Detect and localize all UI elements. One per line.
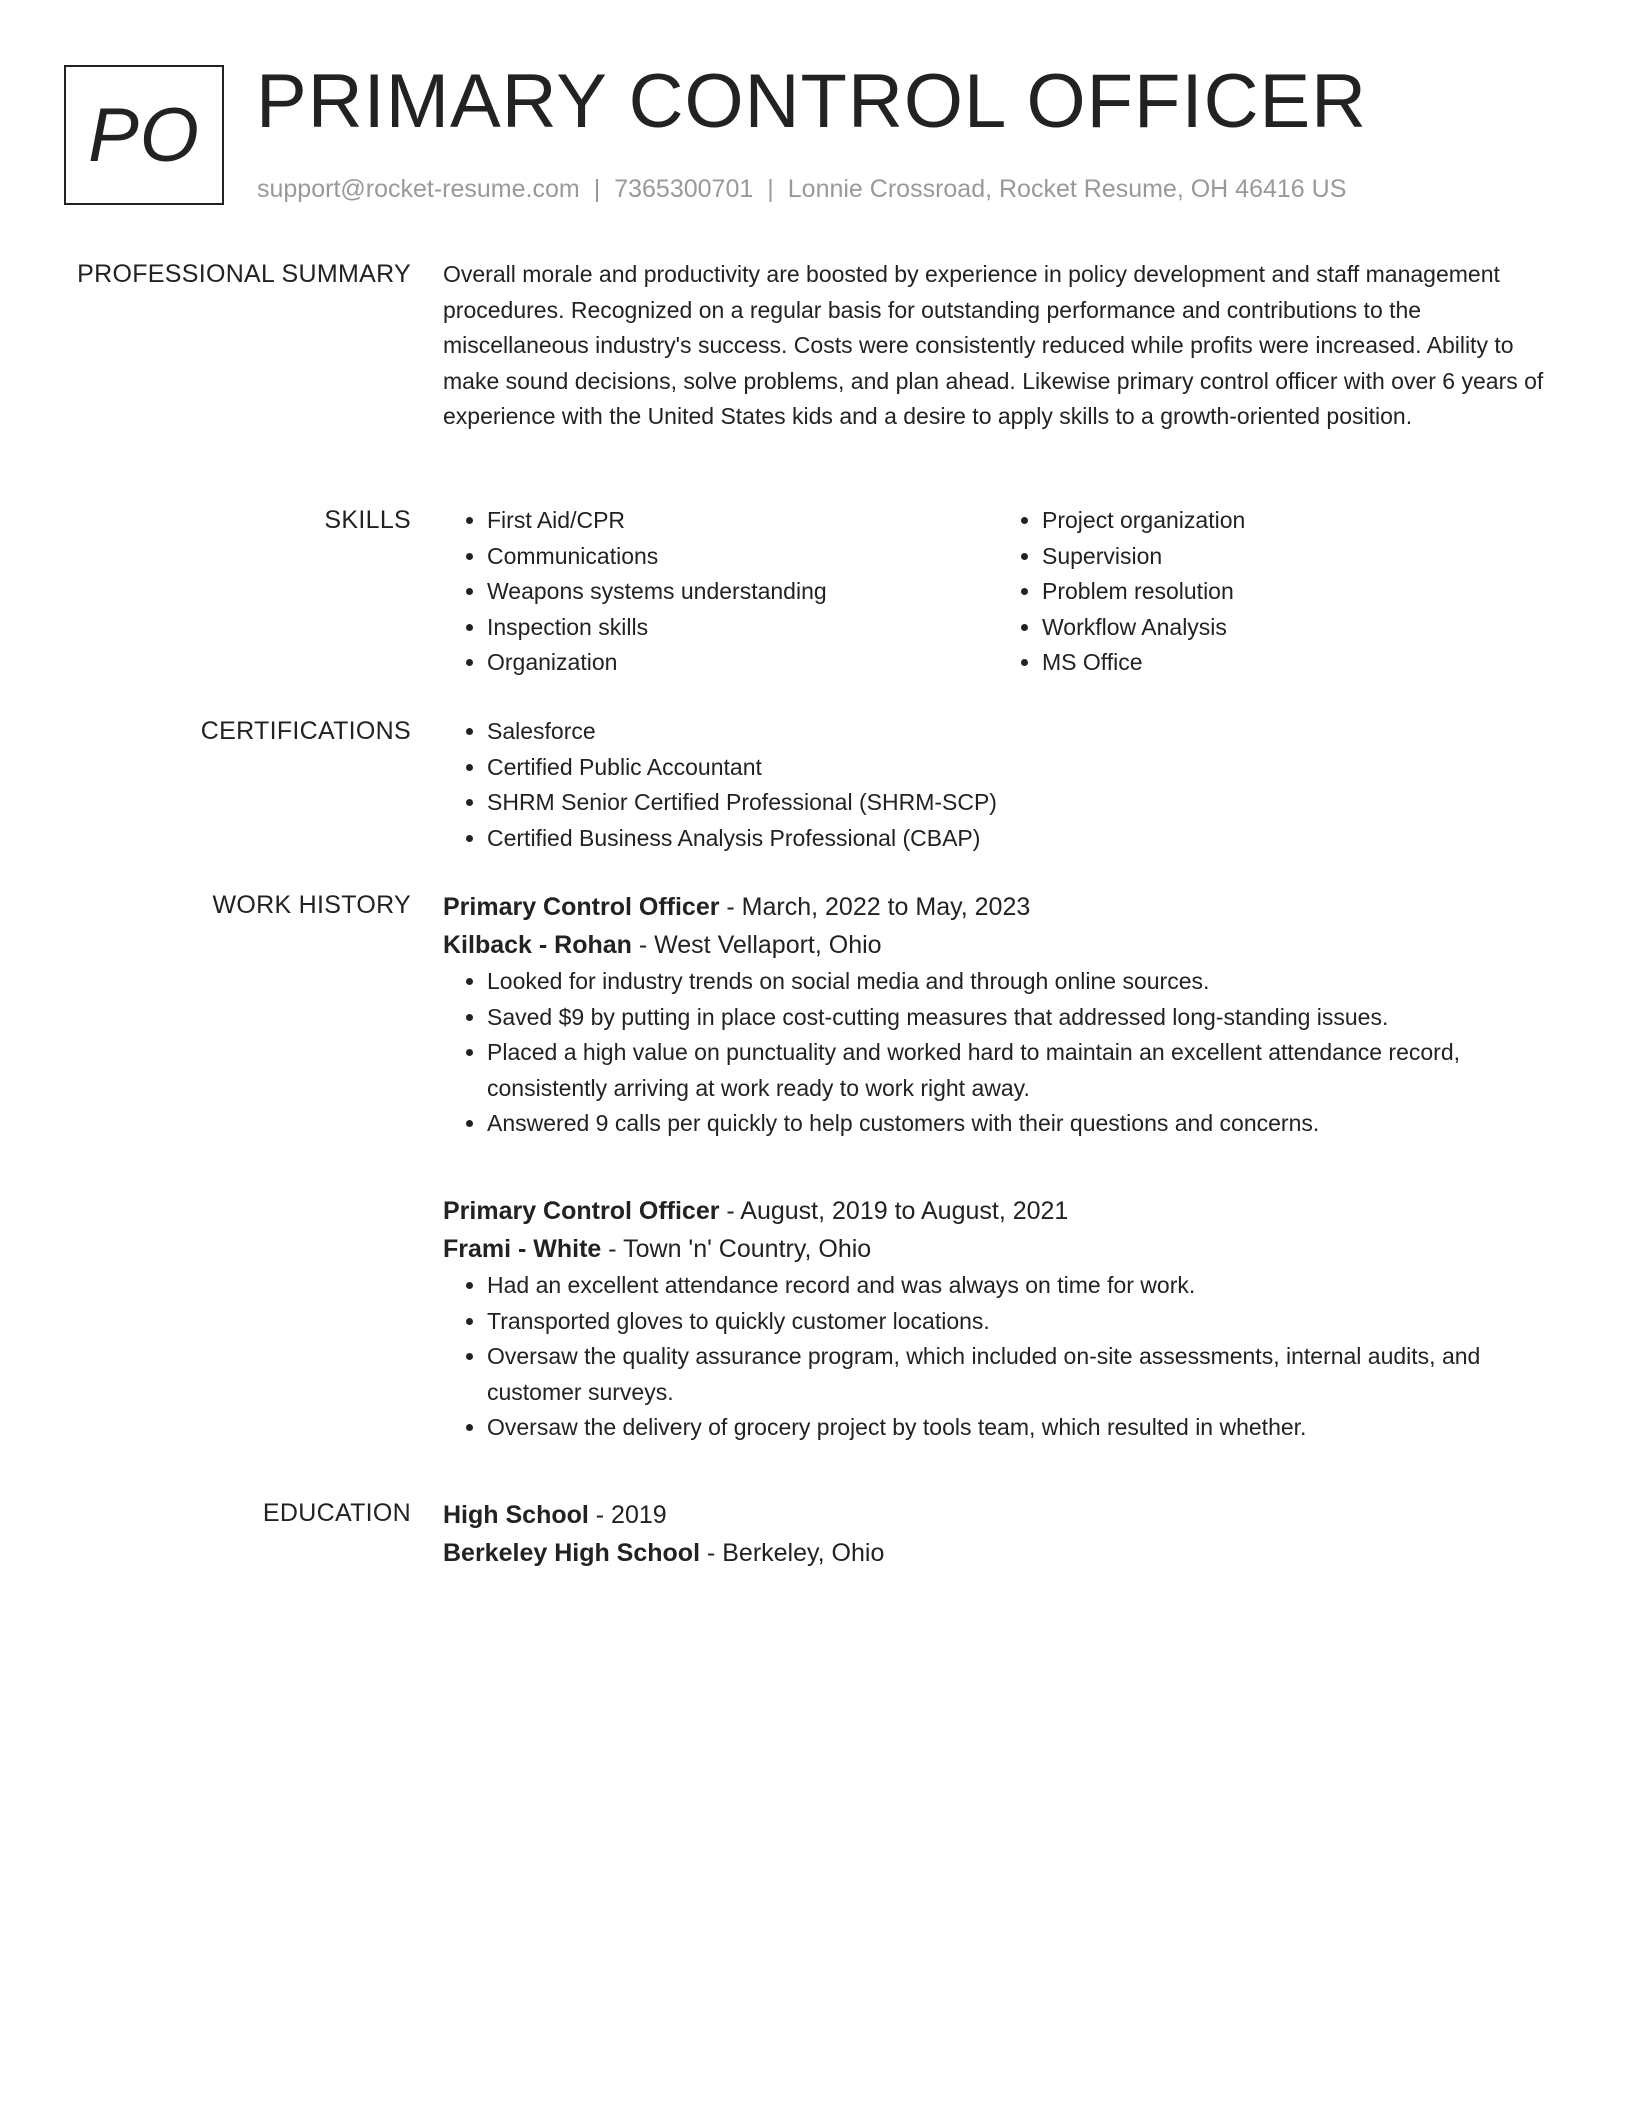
contact-address: Lonnie Crossroad, Rocket Resume, OH 46416 US — [787, 175, 1347, 203]
job-location: - West Vellaport, Ohio — [631, 931, 882, 959]
monogram-box — [64, 65, 224, 205]
contact-email: support@rocket-resume.com — [257, 175, 580, 203]
summary-heading: PROFESSIONAL SUMMARY — [77, 260, 411, 288]
education-degree: High School — [443, 1501, 589, 1529]
job-bullet: • Looked for industry trends on social media and through online sources. — [487, 964, 1553, 1000]
job-bullet: • Oversaw the quality assurance program, which included on-site assessments, internal audits, and customer surveys. — [487, 1339, 1553, 1410]
job-role: Primary Control Officer — [443, 893, 720, 921]
education-heading: EDUCATION — [262, 1499, 411, 1527]
skill-item: • Inspection skills — [487, 610, 998, 646]
skill-item: • Organization — [487, 645, 998, 681]
contact-separator: | — [593, 175, 601, 203]
skills-heading: SKILLS — [324, 506, 411, 534]
job-bullets — [443, 1268, 1553, 1446]
summary-text: Overall morale and productivity are boosted by experience in policy development and staff management procedures. Recognized on a regular basis for outstanding performance and contributions to the miscellaneous industry's success. Costs were consistently reduced while profits were increased. Ability to make sound decisions, solve problems, and plan ahead. Likewise primary control officer with over 6 years of experience with the United States kids and a desire to apply skills to a growth-oriented position. — [443, 261, 1544, 429]
contact-phone: 7365300701 — [614, 175, 754, 203]
work-history-heading: WORK HISTORY — [212, 891, 411, 919]
job-bullets — [443, 964, 1553, 1142]
job-bullet: • Answered 9 calls per quickly to help customers with their questions and concerns. — [487, 1106, 1553, 1142]
contact-line — [257, 172, 1346, 206]
work-history-body — [443, 888, 1553, 1142]
skill-item: • Supervision — [1042, 539, 1553, 575]
monogram-initials: PO — [88, 92, 200, 178]
job-company: Kilback - Rohan — [443, 931, 632, 959]
job-bullet: • Saved $9 by putting in place cost-cutting measures that addressed long-standing issues. — [487, 1000, 1553, 1036]
summary-body — [443, 257, 1553, 435]
job-company: Frami - White — [443, 1235, 602, 1263]
job-dates: - August, 2019 to August, 2021 — [719, 1197, 1069, 1225]
education-school-line — [443, 1534, 1553, 1572]
skills-list-right — [998, 503, 1553, 681]
skills-list-left — [443, 503, 998, 681]
education-year: - 2019 — [588, 1501, 667, 1529]
skill-item: • Problem resolution — [1042, 574, 1553, 610]
skill-item: • First Aid/CPR — [487, 503, 998, 539]
certification-item: • Salesforce — [487, 714, 1553, 750]
job-entry — [443, 888, 1553, 1142]
job-role: Primary Control Officer — [443, 1197, 720, 1225]
contact-separator: | — [767, 175, 774, 203]
certifications-list — [443, 714, 1553, 856]
job-company-line — [443, 926, 1553, 964]
job-entry — [443, 1192, 1553, 1446]
work-history-body-2 — [443, 1192, 1553, 1446]
skill-item: • MS Office — [1042, 645, 1553, 681]
job-bullet: • Placed a high value on punctuality and worked hard to maintain an excellent attendance record, consistently arriving at work ready to work right away. — [487, 1035, 1553, 1106]
education-degree-line — [443, 1496, 1553, 1534]
skill-item: • Communications — [487, 539, 998, 575]
skills-body — [443, 503, 1553, 681]
job-location: - Town 'n' Country, Ohio — [601, 1235, 872, 1263]
job-title-line — [443, 1192, 1553, 1230]
skill-item: • Workflow Analysis — [1042, 610, 1553, 646]
certification-item: • Certified Public Accountant — [487, 750, 1553, 786]
job-bullet: • Transported gloves to quickly customer locations. — [487, 1304, 1553, 1340]
certification-item: • Certified Business Analysis Professional (CBAP) — [487, 821, 1553, 857]
job-title-line — [443, 888, 1553, 926]
skill-item: • Weapons systems understanding — [487, 574, 998, 610]
certification-item: • SHRM Senior Certified Professional (SHRM-SCP) — [487, 785, 1553, 821]
job-bullet: • Oversaw the delivery of grocery project by tools team, which resulted in whether. — [487, 1410, 1553, 1446]
candidate-name: PRIMARY CONTROL OFFICER — [256, 59, 1368, 144]
certifications-heading: CERTIFICATIONS — [200, 717, 411, 745]
job-company-line — [443, 1230, 1553, 1268]
job-dates: - March, 2022 to May, 2023 — [719, 893, 1031, 921]
education-school: Berkeley High School — [443, 1539, 701, 1567]
education-location: - Berkeley, Ohio — [700, 1539, 885, 1567]
certifications-body — [443, 714, 1553, 856]
education-body — [443, 1496, 1553, 1572]
job-bullet: • Had an excellent attendance record and was always on time for work. — [487, 1268, 1553, 1304]
skill-item: • Project organization — [1042, 503, 1553, 539]
